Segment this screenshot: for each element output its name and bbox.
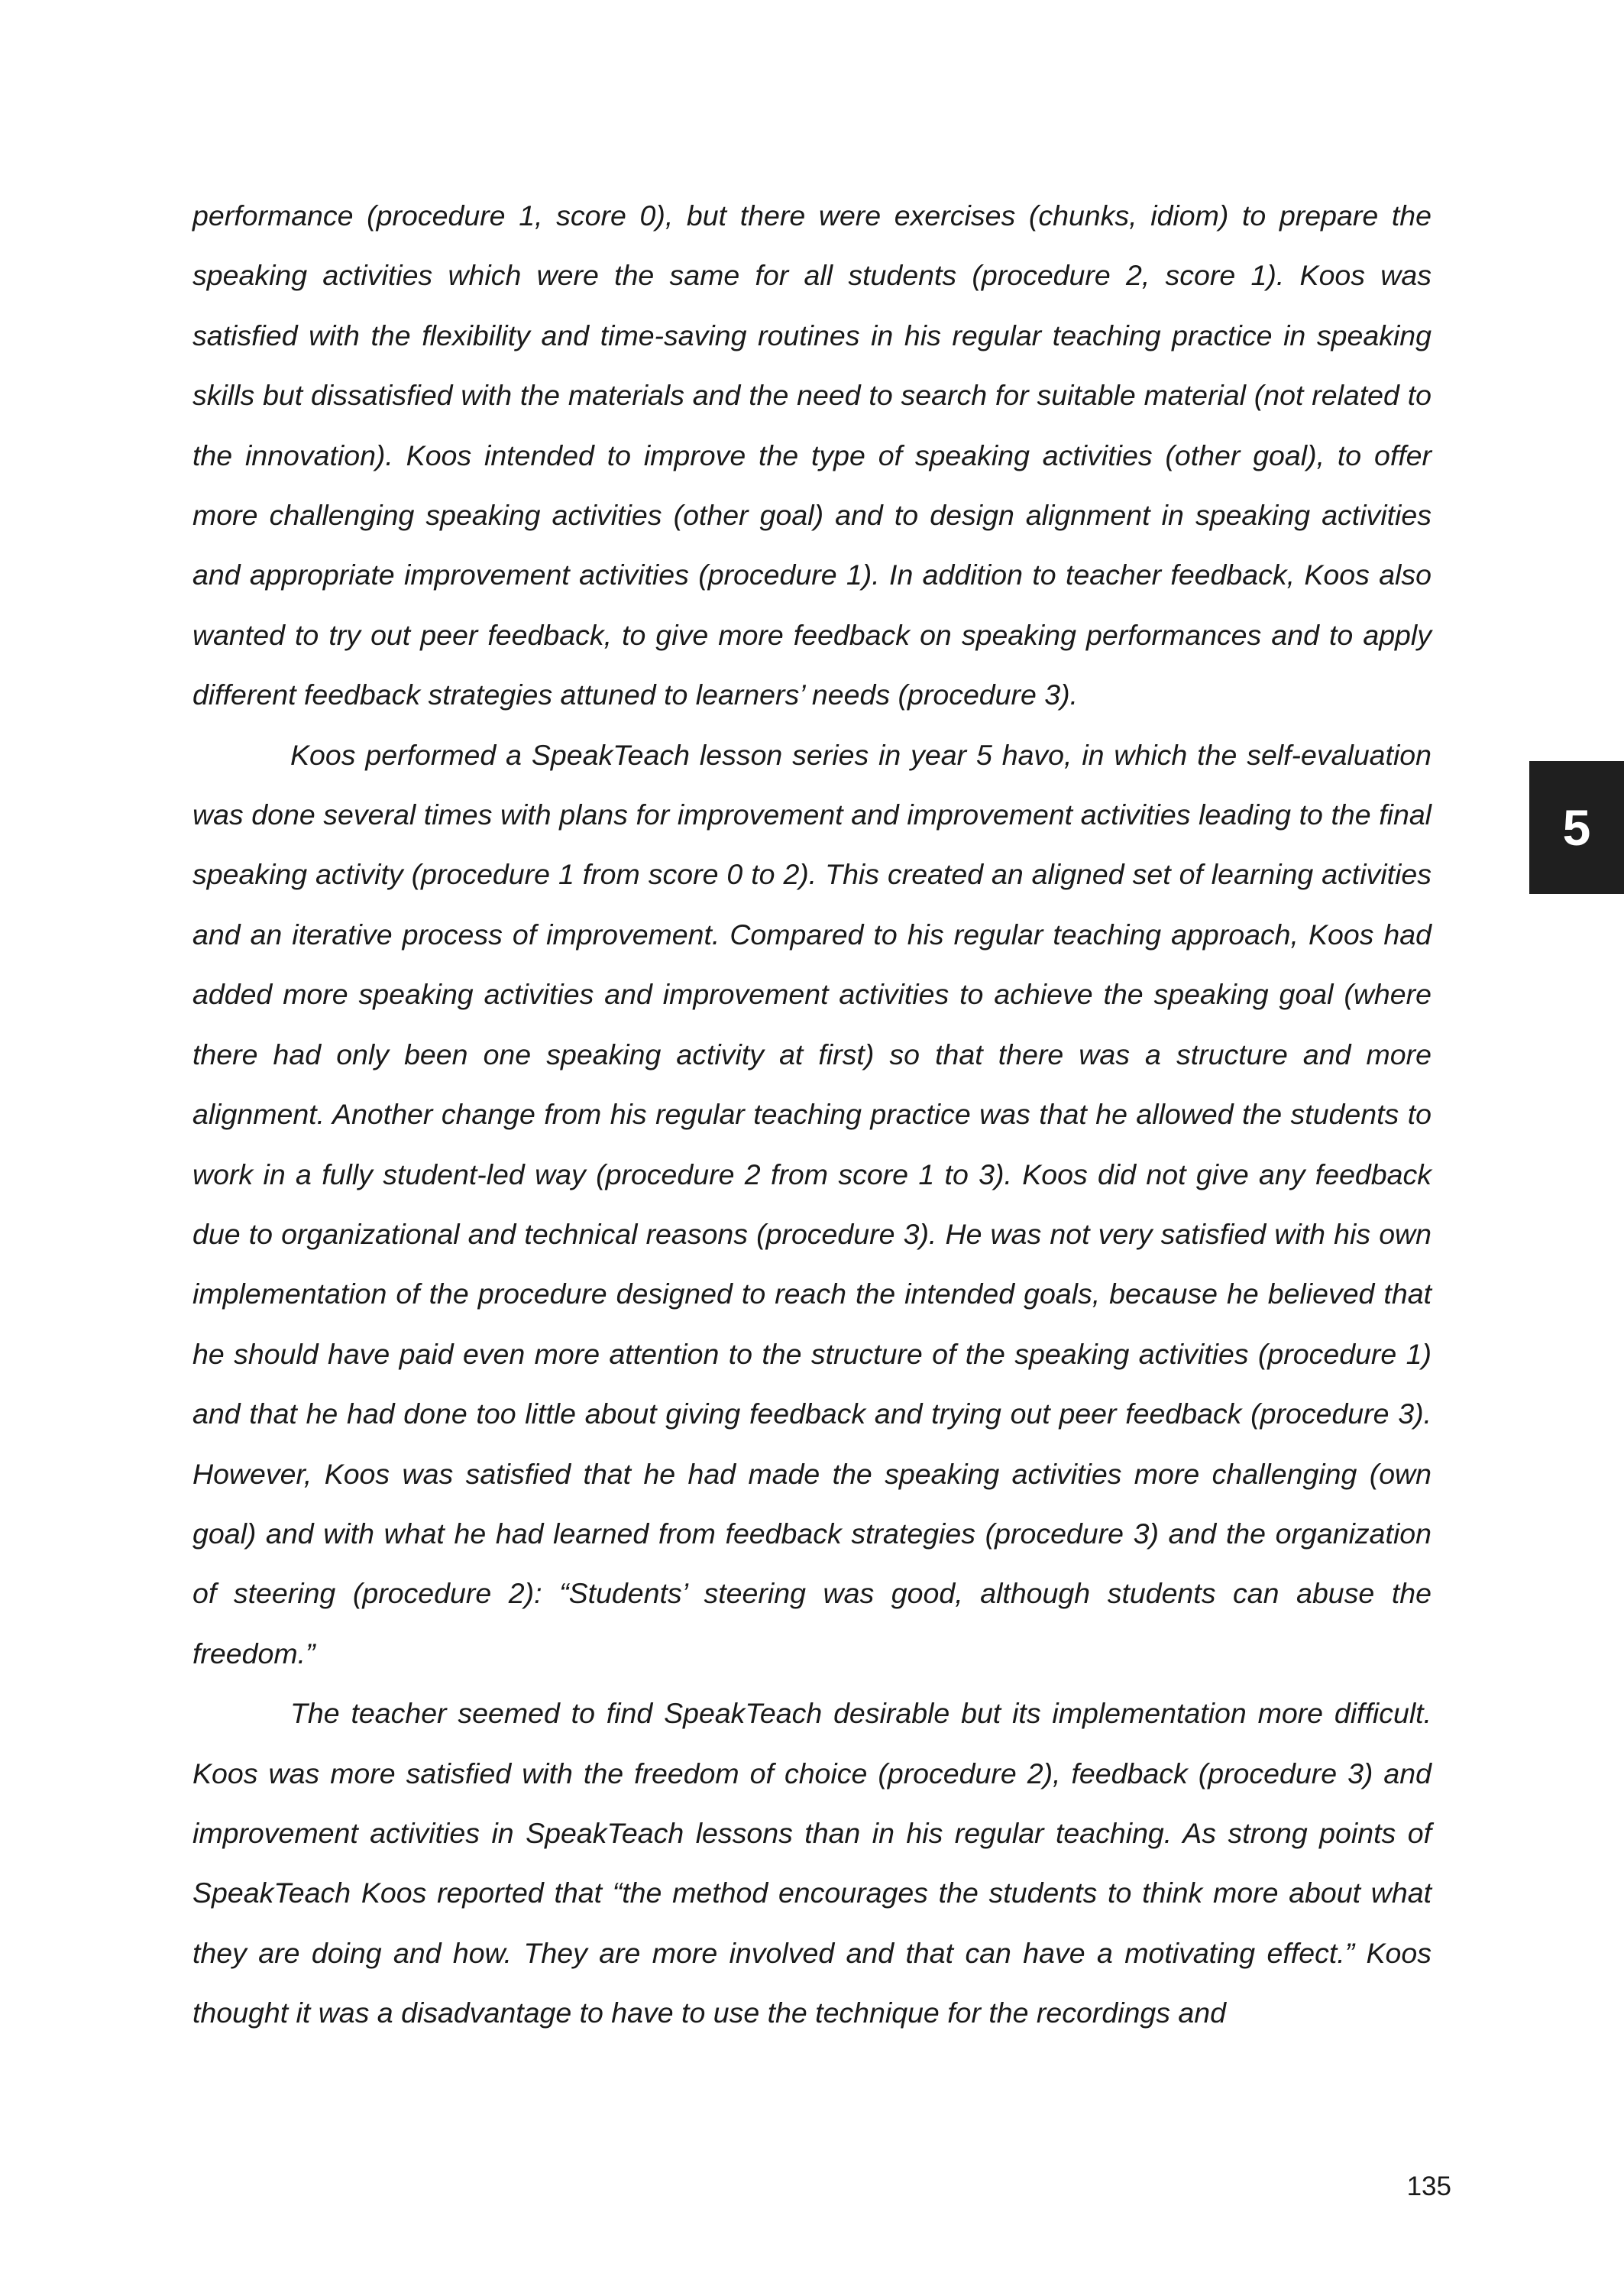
paragraph-3: The teacher seemed to find SpeakTeach desirable but its implementation more difficult. Koos was more satisfied with the freedom of choice (procedure 2), feedback (procedure 3) and improvement activities in SpeakTeach lessons than in his regular teaching. As strong points of SpeakTeach Koos reported that “the method encourages the students to think more about what they are doing and how. They are more involved and that can have a motivating effect.” Koos thought it was a disadvantage to have to use the technique for the recordings and	[192, 1697, 1432, 2029]
chapter-number: 5	[1562, 799, 1591, 856]
paragraph-1: performance (procedure 1, score 0), but there were exercises (chunks, idiom) to prepare the speaking activities which were the same for all students (procedure 2, score 1). Koos was satisfied with the flexibility and time-saving routines in his regular teaching practice in speaking skills but dissatisfied with the materials and the need to search for suitable material (not related to the innovation). Koos intended to improve the type of speaking activities (other goal), to offer more challenging speaking activities (other goal) and to design alignment in speaking activities and appropriate improvement activities (procedure 1). In addition to teacher feedback, Koos also wanted to try out peer feedback, to give more feedback on speaking performances and to apply different feedback strategies attuned to learners’ needs (procedure 3).	[192, 199, 1432, 711]
paragraph-2: Koos performed a SpeakTeach lesson series in year 5 havo, in which the self-evaluation was done several times with plans for improvement and improvement activities leading to the final speaking activity (procedure 1 from score 0 to 2). This created an aligned set of learning activities and an iterative process of improvement. Compared to his regular teaching approach, Koos had added more speaking activities and improvement activities to achieve the speaking goal (where there had only been one speaking activity at first) so that there was a structure and more alignment. Another change from his regular teaching practice was that he allowed the students to work in a fully student-led way (procedure 2 from score 1 to 3). Koos did not give any feedback due to organizational and technical reasons (procedure 3). He was not very satisfied with his own implementation of the procedure designed to reach the intended goals, because he believed that he should have paid even more attention to the structure of the speaking activities (procedure 1) and that he had done too little about giving feedback and trying out peer feedback (procedure 3). However, Koos was satisfied that he had made the speaking activities more challenging (own goal) and with what he had learned from feedback strategies (procedure 3) and the organization of steering (procedure 2): “Students’ steering was good, although students can abuse the freedom.”	[192, 738, 1432, 1670]
body-text	[192, 186, 1432, 2043]
page-number: 135	[1406, 2172, 1451, 2201]
chapter-tab	[1529, 761, 1624, 894]
